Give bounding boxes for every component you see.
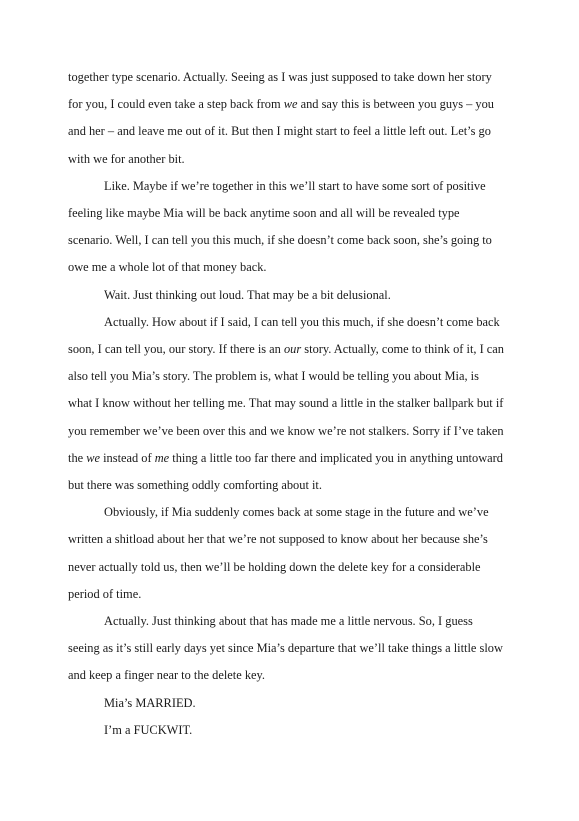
text-run: Wait. Just thinking out loud. That may be a bit delusional. [104, 287, 391, 302]
italic-text: me [154, 450, 170, 465]
text-run: instead of [100, 450, 155, 465]
italic-text: we [86, 450, 101, 465]
paragraph [68, 309, 505, 499]
paragraph [68, 690, 505, 717]
paragraph [68, 64, 505, 173]
italic-text: we [283, 97, 298, 112]
text-run: thing a little too far there and implicated you in anything untoward but there was something oddly comforting about it. [68, 450, 503, 493]
body-text [68, 64, 505, 744]
text-run: I’m a FUCKWIT. [104, 722, 193, 737]
text-run: together type scenario. Actually. Seeing as I was just supposed to take down her story for you, I could even take a step back from [68, 70, 492, 112]
paragraph [68, 173, 505, 282]
text-run: Like. Maybe if we’re together in this we’ll start to have some sort of positive feeling like maybe Mia will be back anytime soon and all will be revealed type scenario. Well, I can tell you this much, if she doesn’t come back soon, she’s going to owe me a whole lot of that money back. [68, 178, 492, 275]
text-run: Obviously, if Mia suddenly comes back at some stage in the future and we’ve written a shitload about her that we’re not supposed to know about her because she’s never actually told us, then we’ll be holding down the delete key for a considerable period of time. [68, 505, 489, 601]
text-run: story. Actually, come to think of it, I can also tell you Mia’s story. The problem is, what I would be telling you about Mia, is what I know without her telling me. That may sound a little in the stalker ballpark but if you remember we’ve been over this and we know we’re not stalkers. Sorry if I’ve taken the [68, 342, 504, 465]
italic-text: our [283, 342, 302, 357]
paragraph [68, 608, 505, 690]
text-run: and say this is between you guys – you and her – and leave me out of it. But then I might start to feel a little left out. Let’s go with we for another bit. [68, 97, 495, 166]
paragraph [68, 282, 505, 309]
paragraph [68, 499, 505, 608]
text-run: Actually. Just thinking about that has made me a little nervous. So, I guess seeing as it’s still early days yet since Mia’s departure that we’ll take things a little slow and keep a finger near to the delete key. [68, 614, 503, 683]
text-run: Mia’s MARRIED. [104, 695, 196, 710]
paragraph [68, 717, 505, 744]
text-run: Actually. How about if I said, I can tell you this much, if she doesn’t come back soon, I can tell you, our story. If there is an [68, 314, 500, 357]
